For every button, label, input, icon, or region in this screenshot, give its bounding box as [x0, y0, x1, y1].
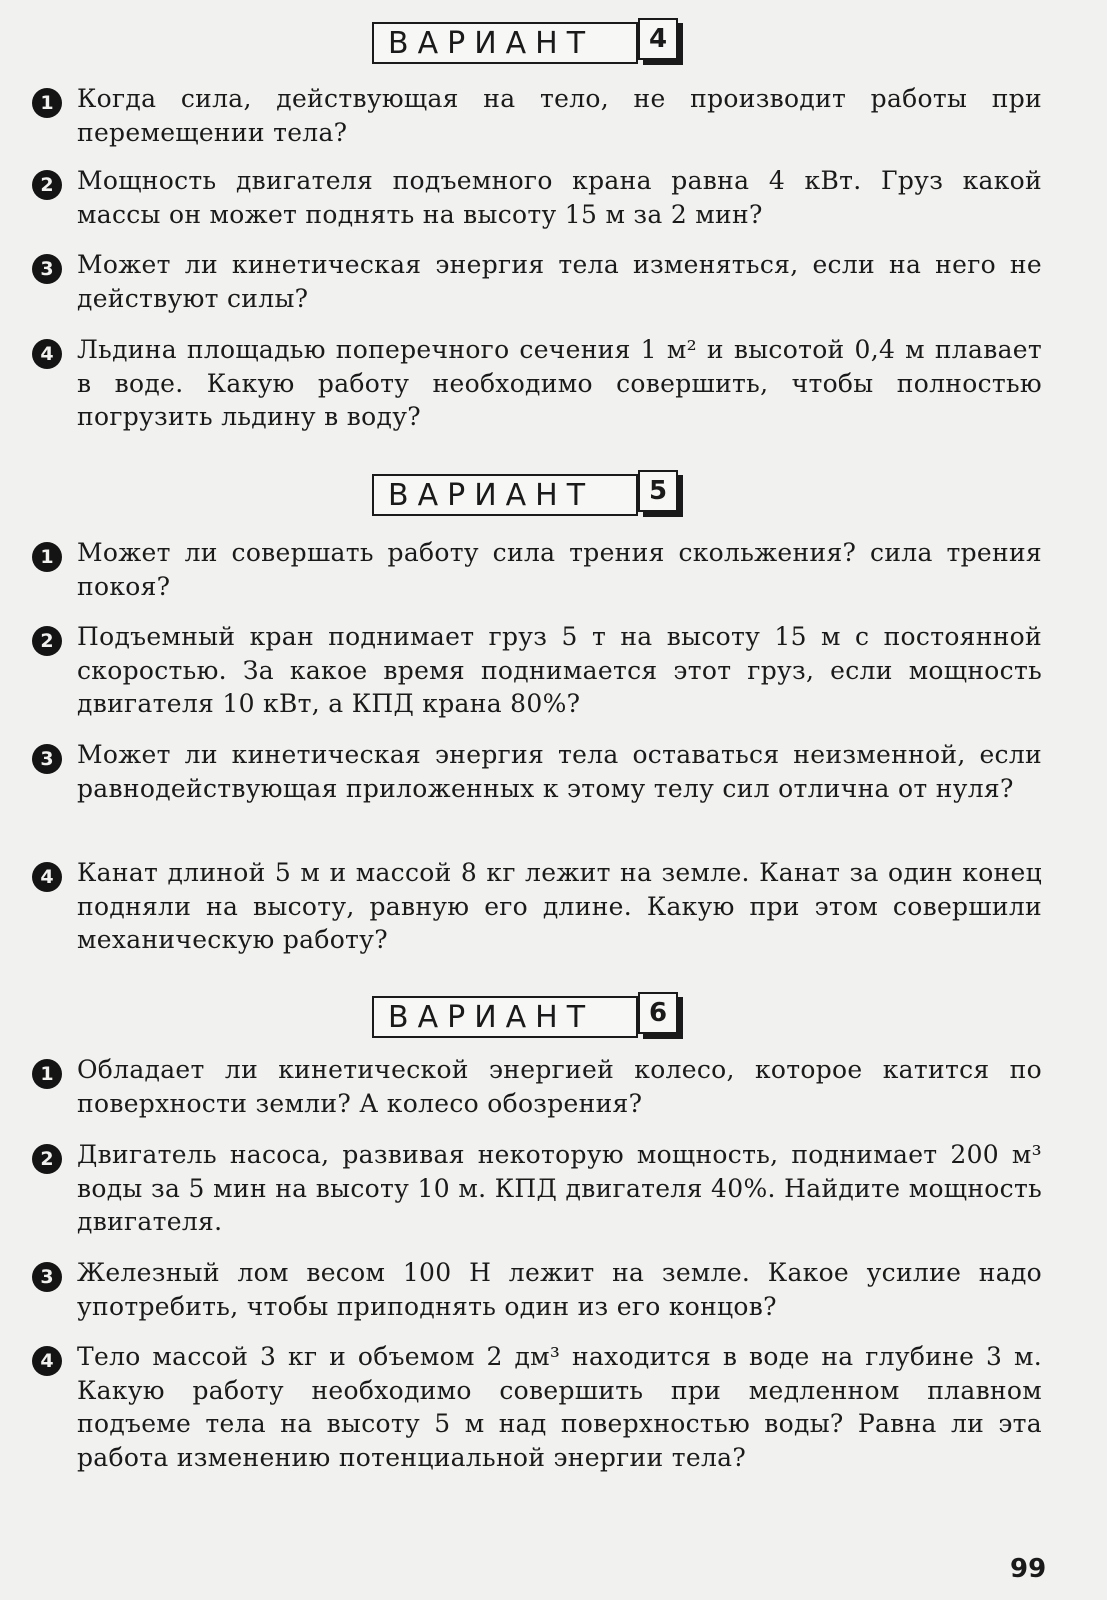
variant-5-header [372, 474, 702, 524]
question-number-bullet: 4 [32, 339, 62, 369]
question-text: Льдина площадью поперечного сечения 1 м² и высотой 0,4 м плавает в воде. Какую работу необходимо совершить, чтобы полностью погрузить льдину в воду? [77, 335, 1042, 431]
variant-4-header [372, 22, 702, 72]
question-number-bullet: 4 [32, 862, 62, 892]
question-number-bullet: 1 [32, 542, 62, 572]
variant-6-header [372, 996, 702, 1046]
variant-number-badge: 6 [638, 992, 678, 1034]
question-text: Может ли совершать работу сила трения скольжения? сила трения покоя? [77, 538, 1042, 601]
variant-title: ВАРИАНТ [372, 474, 638, 516]
page-number: 99 [1010, 1554, 1047, 1584]
question-text: Мощность двигателя подъемного крана равна 4 кВт. Груз какой массы он может поднять на высоту 15 м за 2 мин? [77, 166, 1042, 229]
question-number-bullet: 3 [32, 744, 62, 774]
variant-number-badge: 4 [638, 18, 678, 60]
question-text: Может ли кинетическая энергия тела изменяться, если на него не действуют силы? [77, 250, 1042, 313]
question-number-bullet: 1 [32, 88, 62, 118]
question-number-bullet: 4 [32, 1346, 62, 1376]
variant-number-badge: 5 [638, 470, 678, 512]
question-number-bullet: 3 [32, 1262, 62, 1292]
question-text: Подъемный кран поднимает груз 5 т на высоту 15 м с постоянной скоростью. За какое время поднимается этот груз, если мощность двигателя 10 кВт, а КПД крана 80%? [77, 622, 1042, 718]
variant-title: ВАРИАНТ [372, 996, 638, 1038]
question-text: Железный лом весом 100 Н лежит на земле. Какое усилие надо употребить, чтобы приподнять один из его концов? [77, 1258, 1042, 1321]
question-number-bullet: 2 [32, 170, 62, 200]
question-number-bullet: 1 [32, 1059, 62, 1089]
question-text: Двигатель насоса, развивая некоторую мощность, поднимает 200 м³ воды за 5 мин на высоту 10 м. КПД двигателя 40%. Найдите мощность двигателя. [77, 1140, 1042, 1236]
question-number-bullet: 2 [32, 1144, 62, 1174]
question-text: Тело массой 3 кг и объемом 2 дм³ находится в воде на глубине 3 м. Какую работу необходимо совершить при медленном плавном подъеме тела на высоту 5 м над поверхностью воды? Равна ли эта работа изменению потенциальной энергии тела? [77, 1342, 1042, 1472]
question-text: Может ли кинетическая энергия тела оставаться неизменной, если равнодействующая приложенных к этому телу сил отлична от нуля? [77, 740, 1042, 803]
question-number-bullet: 2 [32, 626, 62, 656]
variant-title: ВАРИАНТ [372, 22, 638, 64]
question-text: Обладает ли кинетической энергией колесо, которое катится по поверхности земли? А колесо обозрения? [77, 1055, 1042, 1118]
question-text: Канат длиной 5 м и массой 8 кг лежит на земле. Канат за один конец подняли на высоту, равную его длине. Какую при этом совершили механическую работу? [77, 858, 1042, 954]
question-number-bullet: 3 [32, 254, 62, 284]
question-text: Когда сила, действующая на тело, не производит работы при перемещении тела? [77, 84, 1042, 147]
